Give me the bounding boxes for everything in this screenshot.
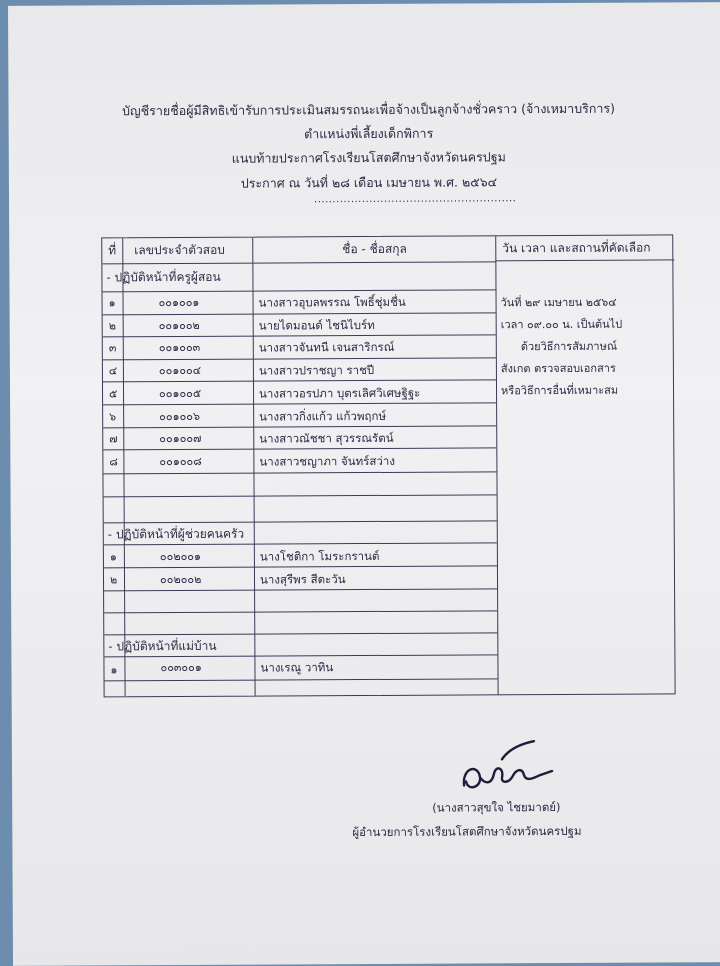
attachment-line: แนบท้ายประกาศโรงเรียนโสตศึกษาจังหวัดนครปฐม xyxy=(231,149,506,166)
row-no: ๓ xyxy=(108,341,117,355)
row-exam-id: ๐๐๑๐๐๒ xyxy=(158,318,200,333)
row-exam-id: ๐๐๑๐๐๔ xyxy=(158,363,202,378)
row-no: ๒ xyxy=(109,573,118,587)
signer-position: ผู้อำนวยการโรงเรียนโสตศึกษาจังหวัดนครปฐม xyxy=(352,823,582,840)
handwritten-signature xyxy=(444,737,564,808)
row-no: ๔ xyxy=(108,364,118,378)
row-name: นางสาวจันทนี เจนสาริกรณ์ xyxy=(258,339,395,355)
row-exam-id: ๐๐๑๐๐๑ xyxy=(158,295,200,310)
row-name: นางสาวกิ่งแก้ว แก้วพฤกษ์ xyxy=(259,408,387,424)
schedule-info xyxy=(501,292,623,403)
column-divider xyxy=(495,236,498,694)
signer-name: (นางสาวสุขใจ ไชยมาตย์) xyxy=(432,800,561,815)
row-no: ๕ xyxy=(109,387,118,401)
row-exam-id: ๐๐๑๐๐๗ xyxy=(159,431,202,446)
row-no: ๒ xyxy=(108,319,116,333)
document-page xyxy=(8,2,720,966)
row-exam-id: ๐๐๒๐๐๒ xyxy=(159,572,202,587)
row-no: ๑ xyxy=(110,663,118,677)
row-exam-id: ๐๐๑๐๐๕ xyxy=(159,386,202,401)
schedule-method: ด้วยวิธีการสัมภาษณ์ xyxy=(520,339,618,354)
header-name: ชื่อ - ชื่อสกุล xyxy=(342,241,407,257)
row-name: นางสาวณัชชา สุวรรณรัตน์ xyxy=(259,430,394,446)
schedule-method: หรือวิธีการอื่นที่เหมาะสม xyxy=(500,383,619,398)
row-exam-id: ๐๐๑๐๐๘ xyxy=(159,454,202,469)
candidate-table xyxy=(101,234,675,697)
header-schedule: วัน เวลา และสถานที่คัดเลือก xyxy=(502,240,651,256)
section-title: - ปฏิบัติหน้าที่แม่บ้าน xyxy=(108,638,217,654)
row-exam-id: ๐๐๑๐๐๖ xyxy=(159,409,201,424)
row-name: นางสาวอุบลพรรณ โพธิ์ชุ่มชื่น xyxy=(258,294,406,310)
row-no: ๖ xyxy=(109,410,117,424)
row-exam-id: ๐๐๓๐๐๑ xyxy=(160,660,202,675)
position-title: ตำแหน่งพี่เลี้ยงเด็กพิการ xyxy=(304,125,434,142)
schedule-method: สังเกต ตรวจสอบเอกสาร xyxy=(500,361,616,376)
header-no: ที่ xyxy=(108,243,117,258)
announcement-date: ประกาศ ณ วันที่ ๒๘ เดือน เมษายน พ.ศ. ๒๕๖๔ xyxy=(240,174,498,191)
header-exam-id: เลขประจำตัวสอบ xyxy=(134,242,225,258)
row-exam-id: ๐๐๒๐๐๑ xyxy=(159,549,202,564)
section-title: - ปฏิบัติหน้าที่ผู้ช่วยคนครัว xyxy=(107,526,245,542)
row-no: ๑ xyxy=(109,550,117,564)
row-name: นางสาวปราชญา ราชปี xyxy=(258,362,375,378)
document-title: บัญชีรายชื่อผู้มีสิทธิเข้ารับการประเมินสมรรถนะเพื่อจ้างเป็นลูกจ้างชั่วคราว (จ้างเหมาบริการ) xyxy=(122,100,616,119)
dotted-separator: ....................................................... xyxy=(313,193,517,206)
schedule-time: เวลา ๐๙.๐๐ น. เป็นต้นไป xyxy=(500,317,623,332)
section-title: - ปฏิบัติหน้าที่ครูผู้สอน xyxy=(106,269,221,285)
schedule-date: วันที่ ๒๙ เมษายน ๒๕๖๔ xyxy=(500,295,617,310)
row-name: นางสาวอรปภา บุตรเลิศวิเศษฐิฐะ xyxy=(259,385,421,401)
column-divider xyxy=(122,238,125,696)
row-name: นางเรณู วาทิน xyxy=(260,660,334,675)
row-name: นางโชติกา โมระกรานต์ xyxy=(259,548,380,564)
row-no: ๑ xyxy=(108,296,116,310)
column-divider xyxy=(252,238,255,696)
row-no: ๗ xyxy=(109,432,118,446)
row-name: นายไดมอนด์ ไชนิไบร์ท xyxy=(258,317,375,333)
row-no: ๘ xyxy=(109,455,118,469)
row-exam-id: ๐๐๑๐๐๓ xyxy=(158,340,201,355)
row-name: นางสุรีพร สีตะวัน xyxy=(259,572,346,587)
row-name: นางสาวชญาภา จันทร์สว่าง xyxy=(259,453,395,469)
